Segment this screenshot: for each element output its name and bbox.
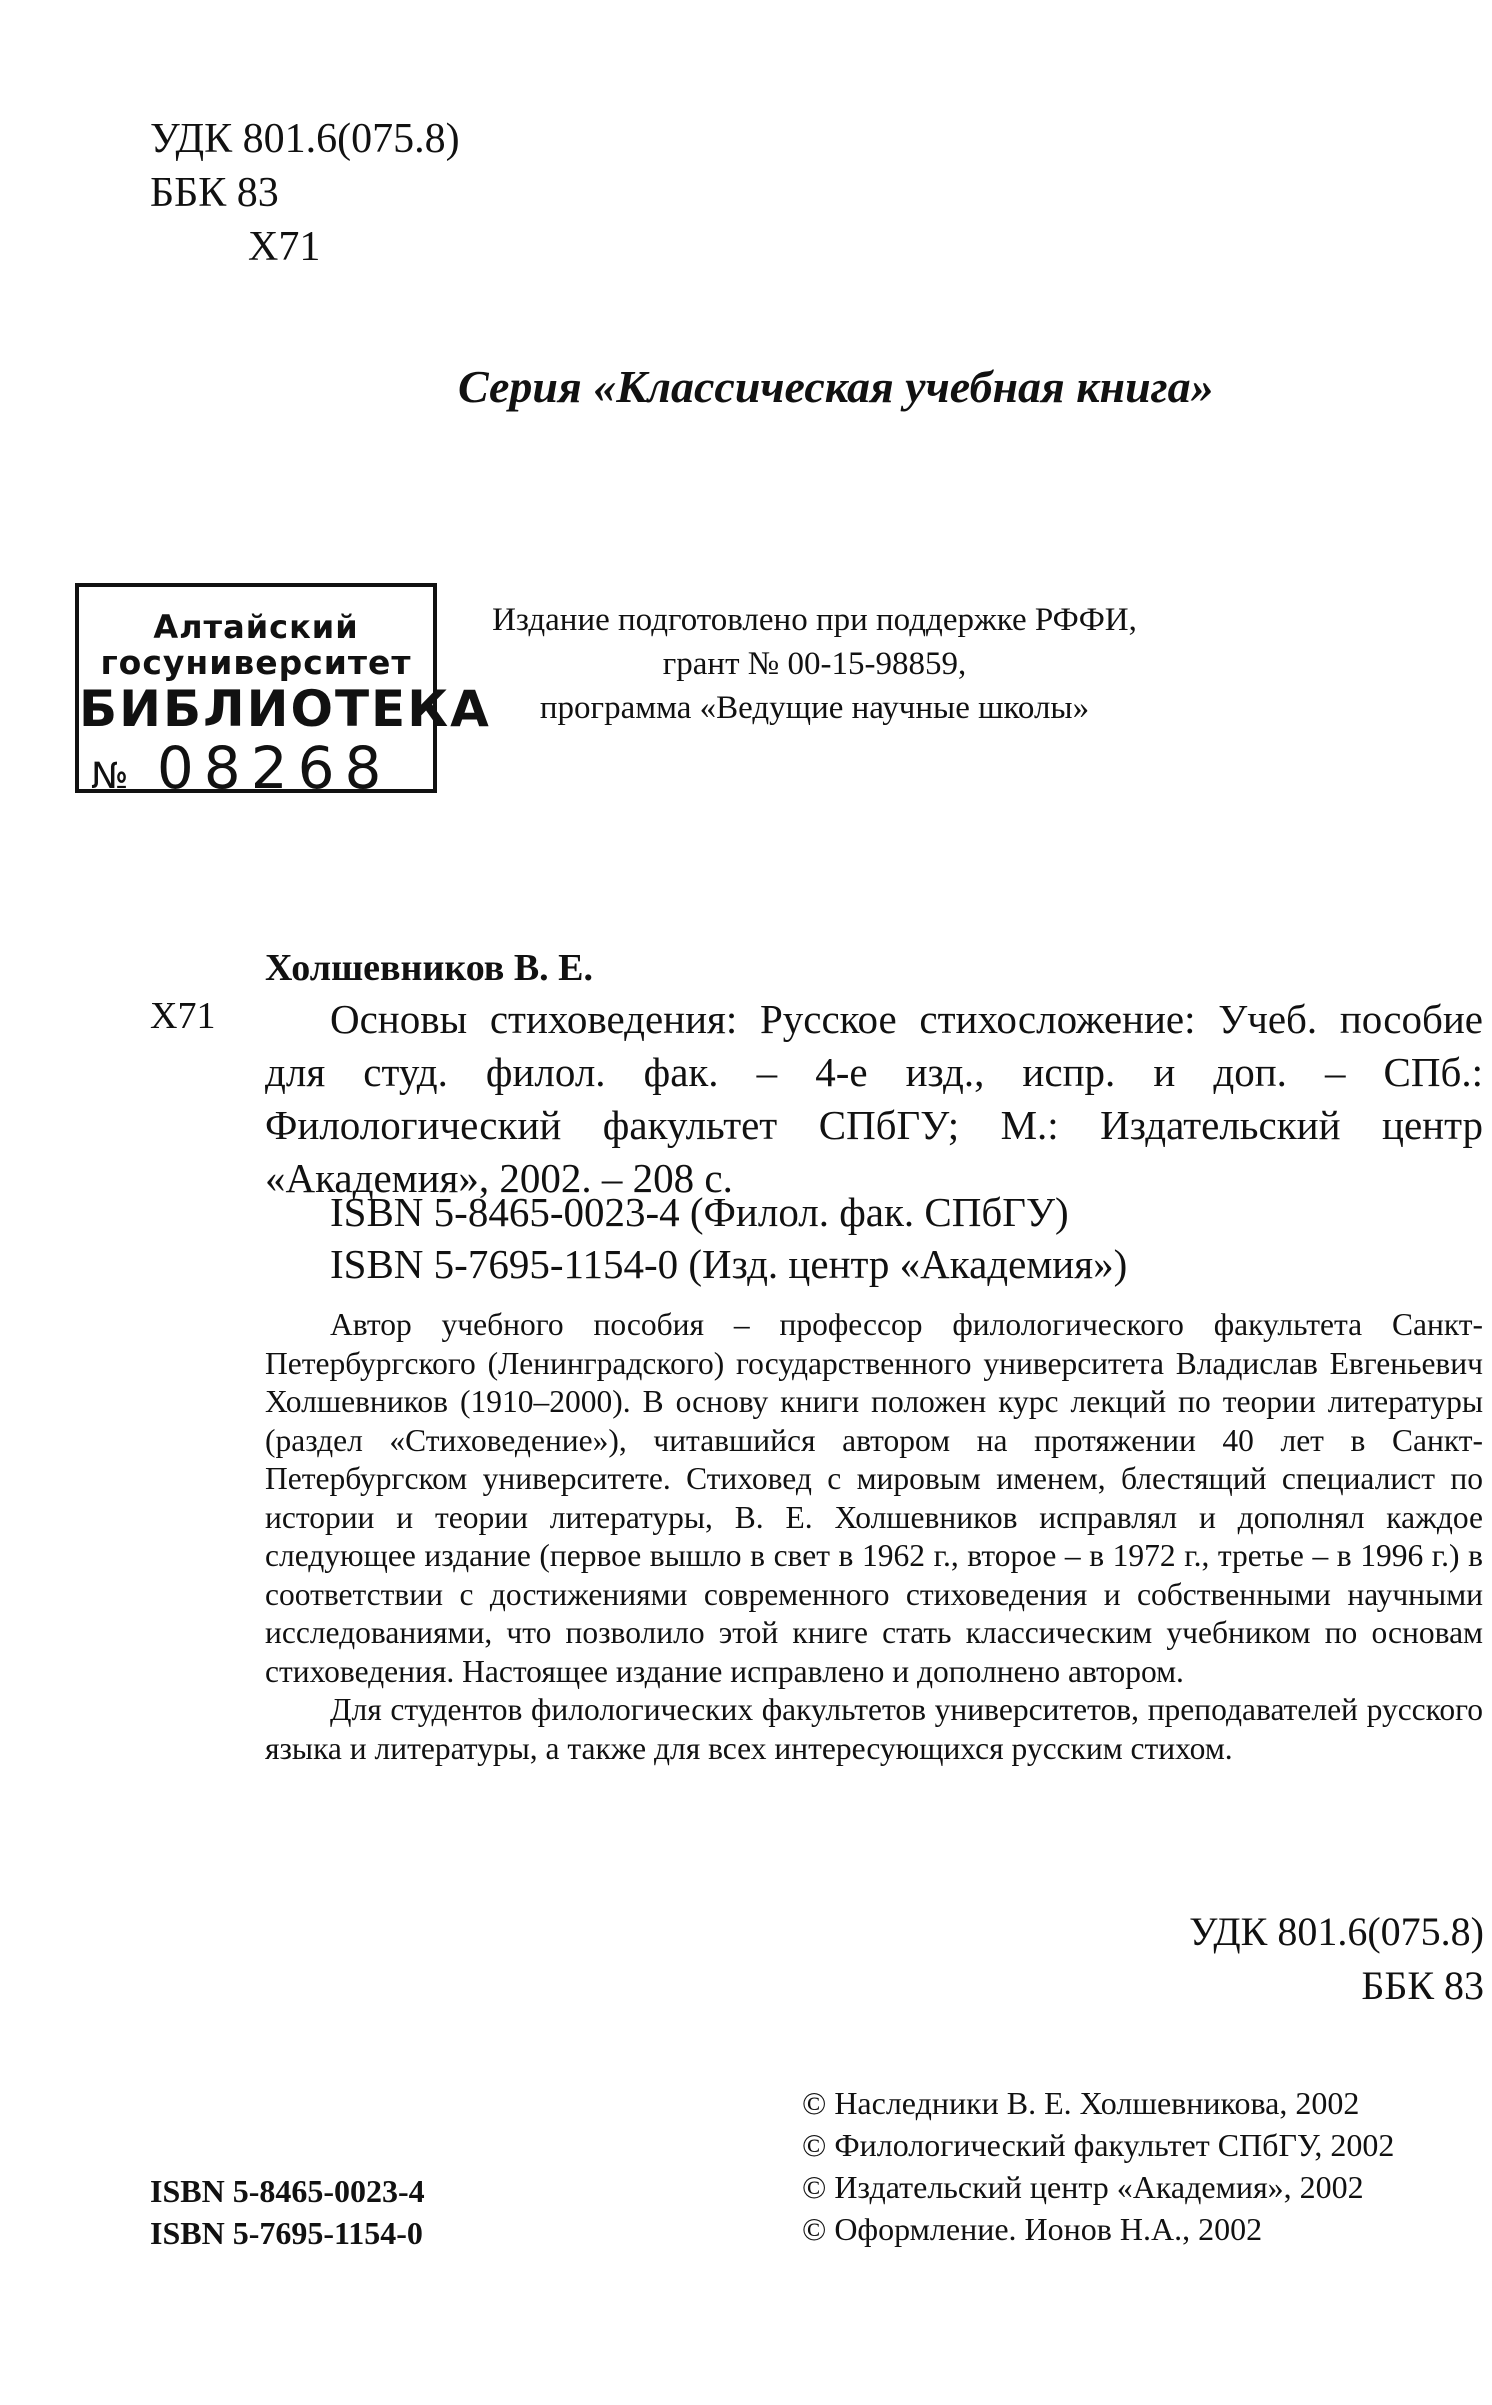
footer-isbn-1: ISBN 5-8465-0023-4 bbox=[150, 2173, 425, 2209]
number-sign: № bbox=[91, 756, 129, 797]
footer-bbk: ББК 83 bbox=[1361, 1963, 1484, 2008]
bib-isbn-1: ISBN 5-8465-0023-4 (Филол. фак. СПбГУ) bbox=[330, 1189, 1069, 1235]
footer-isbn-2: ISBN 5-7695-1154-0 bbox=[150, 2215, 423, 2251]
bib-isbn-2: ISBN 5-7695-1154-0 (Изд. центр «Академия») bbox=[330, 1241, 1128, 1287]
copyright-line: © Филологический факультет СПбГУ, 2002 bbox=[802, 2127, 1395, 2163]
footer-isbn bbox=[150, 2170, 425, 2254]
stamp-number bbox=[79, 734, 433, 808]
copyright-block bbox=[802, 2082, 1394, 2250]
library-stamp bbox=[75, 583, 491, 802]
bbk-code: ББК 83 bbox=[150, 170, 279, 216]
support-line-2: грант № 00-15-98859, bbox=[662, 646, 967, 682]
footer-udk: УДК 801.6(075.8) bbox=[1189, 1909, 1484, 1954]
series-title: Серия «Классическая учебная книга» bbox=[458, 361, 1214, 412]
support-line-1: Издание подготовлено при поддержке РФФИ, bbox=[492, 602, 1137, 638]
copyright-line: © Наследники В. Е. Холшевникова, 2002 bbox=[802, 2085, 1360, 2121]
stamp-number-value: 08268 bbox=[156, 734, 392, 802]
annotation-paragraph-2: Для студентов филологических факультетов университетов, преподавателей русского языка и литературы, а также для всех интересующихся русским стихом. bbox=[265, 1692, 1483, 1766]
author-code: Х71 bbox=[248, 224, 321, 270]
bib-code: Х71 bbox=[150, 995, 216, 1037]
bib-author: Холшевников В. Е. bbox=[265, 947, 594, 989]
annotation bbox=[265, 1306, 1483, 1768]
stamp-line-2: госуниверситет bbox=[100, 643, 412, 682]
copyright-line: © Оформление. Ионов Н.А., 2002 bbox=[802, 2211, 1263, 2247]
copyright-line: © Издательский центр «Академия», 2002 bbox=[802, 2169, 1364, 2205]
support-line-3: программа «Ведущие научные школы» bbox=[539, 690, 1090, 726]
stamp-line-3: БИБЛИОТЕКА bbox=[79, 680, 491, 738]
udk-code: УДК 801.6(075.8) bbox=[150, 116, 460, 162]
annotation-paragraph-1: Автор учебного пособия – профессор филологического факультета Санкт-Петербургского (Ленинградского) государственного университета Владислав Евгеньевич Холшевников (1910–2000). В основу книги положен курс лекций по теории литературы (раздел «Стиховедение»), читавшийся автором на протяжении 40 лет в Санкт-Петербургском университете. Стиховед с мировым именем, блестящий специалист по истории и теории литературы, В. Е. Холшевников исправлял и дополнял каждое следующее издание (первое вышло в свет в 1962 г., второе – в 1972 г., третье – в 1996 г.) в соответствии с достижениями современного стиховедения и собственными научными исследованиями, что позволило этой книге стать классическим учебником по основам стиховедения. Настоящее издание исправлено и дополнено автором. bbox=[265, 1307, 1483, 1689]
support-note bbox=[452, 598, 1177, 730]
footer-codes bbox=[1189, 1905, 1484, 2013]
stamp-line-1: Алтайский bbox=[153, 608, 359, 646]
bib-description: Основы стиховедения: Русское стихосложение: Учеб. пособие для студ. филол. фак. – 4-е изд., испр. и доп. – СПб.: Филологический факультет СПбГУ; М.: Издательский центр «Академия», 2002. – 208 с. bbox=[265, 996, 1483, 1201]
classification-codes bbox=[150, 112, 460, 274]
